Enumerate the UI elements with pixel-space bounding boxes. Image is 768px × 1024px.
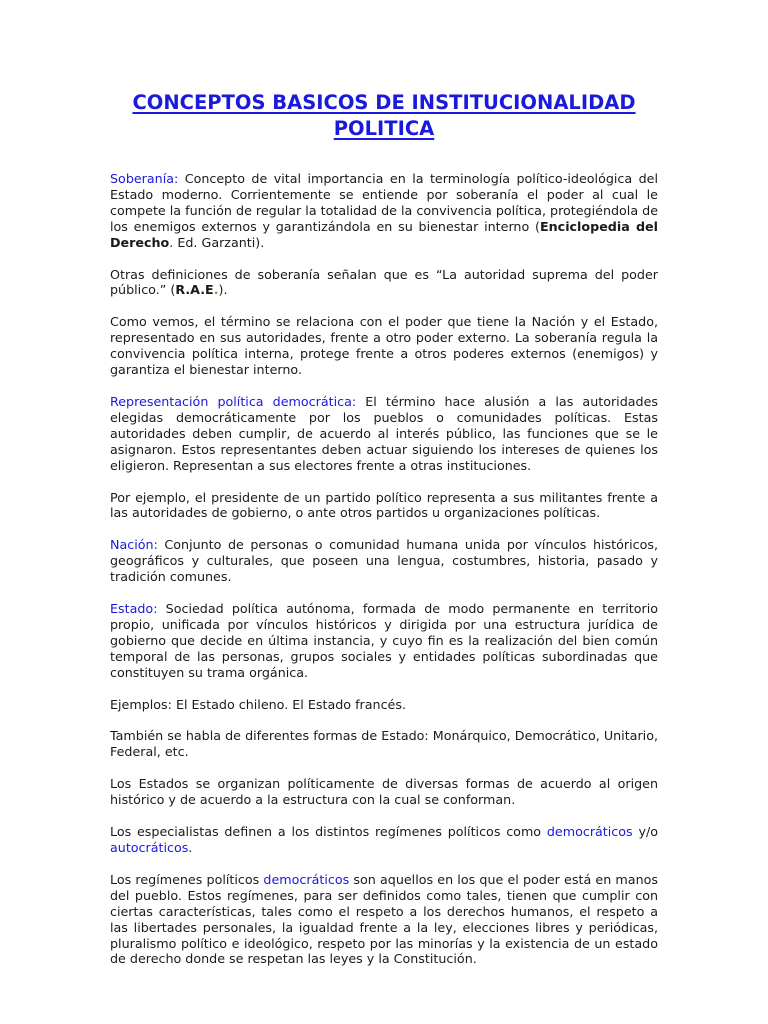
paragraph-otras-definiciones (110, 267, 658, 299)
term-soberania: Soberanía: (110, 171, 179, 186)
paragraph-los-estados: Los Estados se organizan políticamente de diversas formas de acuerdo al origen histórico y de acuerdo a la estructura con la cual se conforman. (110, 776, 658, 808)
term-nacion: Nación: (110, 537, 158, 553)
paragraph-soberania (110, 171, 658, 251)
text-representacion: El término hace alusión a las autoridades elegidas democráticamente por los pueblos o comunidades políticas. Estas autoridades deben cumplir, de acuerdo al interés público, las funciones que se le asignaron. Estos representantes deben actuar siguiendo los intereses de quienes los eligieron. Representan a sus electores frente a otras instituciones. (110, 393, 659, 473)
text-especialistas-end: . (188, 840, 193, 855)
text-regimenes-start: Los regímenes políticos (110, 871, 264, 887)
term-representacion: Representación política democrática: (110, 393, 357, 409)
source-enciclopedia: Enciclopedia del Derecho (110, 218, 658, 250)
document-page (110, 90, 658, 983)
paragraph-regimenes (110, 872, 658, 967)
source-rest: . Ed. Garzanti). (169, 234, 265, 250)
text-otras: Otras definiciones de soberanía señalan que es “La autoridad suprema del poder público.” ( (110, 266, 658, 298)
title-line-2: POLITICA (333, 117, 435, 140)
text-especialistas-mid: y/o (632, 824, 658, 840)
paragraph-ejemplos: Ejemplos: El Estado chileno. El Estado francés. (110, 696, 407, 712)
paragraph-por-ejemplo: Por ejemplo, el presidente de un partido político representa a sus militantes frente a las autoridades de gobierno, o ante otros partidos u organizaciones políticas. (110, 489, 658, 521)
paragraph-representacion (110, 394, 658, 474)
paragraph-especialistas (110, 824, 658, 856)
paragraph-como-vemos: Como vemos, el término se relaciona con el poder que tiene la Nación y el Estado, representado en sus autoridades, frente a otro poder externo. La soberanía regula la convivencia política interna, protege frente a otros poderes externos (enemigos) y garantiza el bienestar interno. (110, 314, 658, 378)
link-democraticos[interactable]: democráticos (546, 824, 633, 840)
paragraph-tambien: También se habla de diferentes formas de Estado: Monárquico, Democrático, Unitario, Federal, etc. (110, 728, 658, 760)
document-title (110, 90, 658, 142)
source-rae: R.A.E (175, 282, 214, 298)
term-estado: Estado: (110, 601, 158, 617)
text-soberania: Concepto de vital importancia en la terminología político-ideológica del Estado moderno. Corrientemente se entiende por soberanía el poder al cual le compete la función de regular la totalidad de la convivencia política, protegiéndola de los enemigos externos y garantizándola en su bienestar interno ( (110, 171, 658, 234)
text-especialistas: Los especialistas definen a los distintos regímenes políticos como (110, 824, 547, 840)
text-otras-end: ). (218, 282, 228, 298)
paragraph-estado (110, 601, 658, 681)
link-autocraticos[interactable]: autocráticos (110, 840, 189, 855)
text-regimenes: son aquellos en los que el poder está en manos del pueblo. Estos regímenes, para ser definidos como tales, tienen que cumplir con ciertas características, tales como el respeto a los derechos humanos, el respeto a las libertades personales, la igualdad frente a la ley, elecciones libres y periódicas, pluralismo político e ideológico, respeto por las minorías y la existencia de un estado de derecho donde se respetan las leyes y la Constitución. (110, 871, 658, 967)
paragraph-nacion (110, 537, 658, 585)
link-democraticos-2[interactable]: democráticos (263, 871, 350, 887)
title-line-1: CONCEPTOS BASICOS DE INSTITUCIONALIDAD (132, 91, 636, 114)
text-nacion: Conjunto de personas o comunidad humana unida por vínculos históricos, geográficos y culturales, que poseen una lengua, costumbres, historia, pasado y tradición comunes. (110, 537, 658, 585)
text-estado: Sociedad política autónoma, formada de modo permanente en territorio propio, unificada por vínculos históricos y dirigida por una estructura jurídica de gobierno que decide en última instancia, y cuyo fin es la realización del bien común temporal de las personas, grupos sociales y entidades políticas subordinadas que constituyen su trama orgánica. (110, 601, 658, 680)
source-rae-dot: . (213, 282, 219, 298)
